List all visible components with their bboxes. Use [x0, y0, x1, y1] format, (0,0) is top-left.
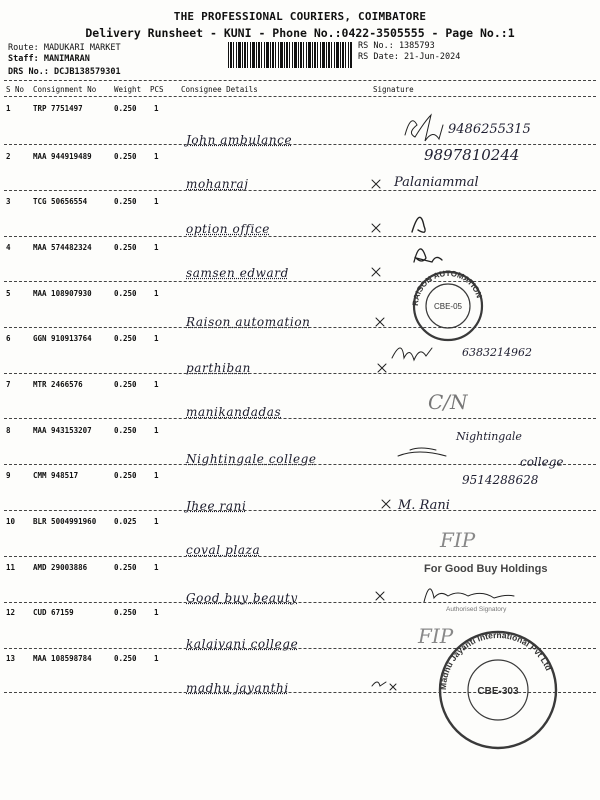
cross-mark: [378, 364, 386, 372]
runsheet-title: THE PROFESSIONAL COURIERS, COIMBATORE: [173, 10, 427, 23]
signature-scribble: [410, 448, 436, 450]
row-weight: 0.250: [114, 289, 137, 298]
cross-mark: [376, 592, 384, 600]
row-consignment: MAA 574482324: [33, 243, 92, 252]
row-consignee: kalaivani college: [186, 637, 299, 651]
route-label: Route: MADUKARI MARKET: [8, 43, 121, 53]
row-consignment: GGN 910913764: [33, 334, 92, 343]
cross-mark: [376, 318, 384, 326]
col-consignment: Consignment No: [33, 85, 97, 94]
cross-mark: [372, 268, 380, 276]
col-weight: Weight: [114, 85, 142, 94]
signature-phone: 6383214962: [462, 346, 532, 359]
row-sno: 4: [6, 243, 11, 252]
row-consignee: parthiban: [186, 361, 251, 375]
row-sno: 9: [6, 471, 11, 480]
signature-scribble: [392, 348, 432, 360]
row-consignment: CUD 67159: [33, 608, 74, 617]
row-pcs: 1: [154, 608, 159, 617]
row-pcs: 1: [154, 380, 159, 389]
runsheet-subtitle: Delivery Runsheet - KUNI - Phone No.:0422-3505555 - Page No.:1: [85, 26, 515, 40]
col-consignee: Consignee Details: [181, 85, 258, 94]
good-buy-stamp: For Good Buy Holdings: [424, 563, 548, 575]
row-sno: 10: [6, 517, 16, 526]
signature-phone: 9514288628: [462, 473, 539, 487]
row-sno: 1: [6, 104, 11, 113]
row-consignment: MAA 108907930: [33, 289, 92, 298]
staff-label: Staff: MANIMARAN: [8, 54, 90, 64]
row-sno: 6: [6, 334, 11, 343]
rs-date: RS Date: 21-Jun-2024: [358, 52, 461, 62]
row-pcs: 1: [154, 654, 159, 663]
row-consignee: manikandadas: [186, 405, 282, 419]
signature-note: FIP: [440, 528, 476, 552]
raison-stamp-inner: CBE-05: [433, 302, 463, 311]
row-sno: 3: [6, 197, 11, 206]
row-consignment: MAA 943153207: [33, 426, 92, 435]
row-weight: 0.250: [114, 334, 137, 343]
row-weight: 0.250: [114, 471, 137, 480]
row-pcs: 1: [154, 197, 159, 206]
signature-note: FIP: [418, 624, 454, 648]
svg-text:RAISON AUTOMATION: [411, 269, 484, 306]
madhu-stamp-inner: CBE-303: [477, 686, 519, 697]
row-weight: 0.250: [114, 380, 137, 389]
row-weight: 0.250: [114, 243, 137, 252]
signature-scribble: [398, 452, 446, 456]
row-pcs: 1: [154, 517, 159, 526]
signature-scribble: [424, 589, 514, 602]
drs-number: DRS No.: DCJB138579301: [8, 67, 121, 77]
cross-mark: [372, 224, 380, 232]
signature-scribble: [372, 682, 386, 686]
signature-scribble: [412, 217, 425, 232]
signature-name: M. Rani: [398, 498, 450, 513]
row-weight: 0.250: [114, 608, 137, 617]
row-pcs: 1: [154, 243, 159, 252]
row-weight: 0.250: [114, 563, 137, 572]
row-consignment: CMM 948517: [33, 471, 79, 480]
row-weight: 0.025: [114, 517, 137, 526]
row-consignee: John ambulance: [186, 133, 293, 147]
signature-phone: 9897810244: [424, 146, 520, 164]
row-weight: 0.250: [114, 654, 137, 663]
row-pcs: 1: [154, 152, 159, 161]
col-pcs: PCS: [150, 85, 164, 94]
row-weight: 0.250: [114, 197, 137, 206]
row-sno: 8: [6, 426, 11, 435]
row-consignment: MTR 2466576: [33, 380, 83, 389]
row-consignee: coval plaza: [186, 543, 261, 557]
good-buy-stamp-sub: Authorised Signatory: [446, 606, 507, 613]
signature-note: C/N: [428, 390, 468, 414]
madhu-stamp: [438, 630, 556, 748]
row-consignment: MAA 944919489: [33, 152, 92, 161]
col-signature: Signature: [373, 85, 414, 94]
row-consignee: madhu jayanthi: [186, 681, 289, 695]
row-sno: 13: [6, 654, 16, 663]
row-consignee: option office: [186, 222, 270, 236]
row-pcs: 1: [154, 426, 159, 435]
row-consignee: samsen edward: [186, 266, 289, 280]
row-pcs: 1: [154, 289, 159, 298]
row-consignee: Raison automation: [186, 315, 311, 329]
row-pcs: 1: [154, 104, 159, 113]
cross-mark: [382, 500, 390, 508]
signature-word: college: [520, 455, 564, 469]
row-consignee: mohanraj: [186, 177, 249, 191]
raison-stamp-text: RAISON AUTOMATION: [410, 268, 484, 307]
row-pcs: 1: [154, 563, 159, 572]
rs-number: RS No.: 1385793: [358, 41, 435, 51]
row-consignment: BLR 5004991960: [33, 517, 97, 526]
signature-scribble: [414, 249, 442, 262]
cross-mark: [390, 684, 396, 690]
row-consignment: MAA 108598784: [33, 654, 92, 663]
row-sno: 11: [6, 563, 16, 572]
signature-name: Palaniammal: [394, 175, 479, 190]
row-consignee: Good buy beauty: [186, 591, 298, 605]
signature-phone: 9486255315: [448, 122, 531, 137]
row-sno: 5: [6, 289, 11, 298]
row-pcs: 1: [154, 471, 159, 480]
row-consignee: Jhee rani: [186, 499, 247, 513]
row-sno: 12: [6, 608, 16, 617]
row-weight: 0.250: [114, 152, 137, 161]
col-sno: S No: [6, 85, 25, 94]
row-sno: 2: [6, 152, 11, 161]
row-weight: 0.250: [114, 104, 137, 113]
row-consignment: TCG 50656554: [33, 197, 88, 206]
row-pcs: 1: [154, 334, 159, 343]
cross-mark: [372, 180, 380, 188]
signature-name: Nightingale: [456, 430, 522, 443]
madhu-stamp-text: Madhu Jayanti International Pvt Ltd: [437, 629, 554, 691]
row-consignment: TRP 7751497: [33, 104, 83, 113]
row-sno: 7: [6, 380, 11, 389]
row-consignee: Nightingale college: [186, 452, 317, 466]
signature-scribble: [405, 115, 443, 141]
row-weight: 0.250: [114, 426, 137, 435]
row-consignment: AMD 29003886: [33, 563, 88, 572]
raison-stamp: [411, 269, 484, 340]
